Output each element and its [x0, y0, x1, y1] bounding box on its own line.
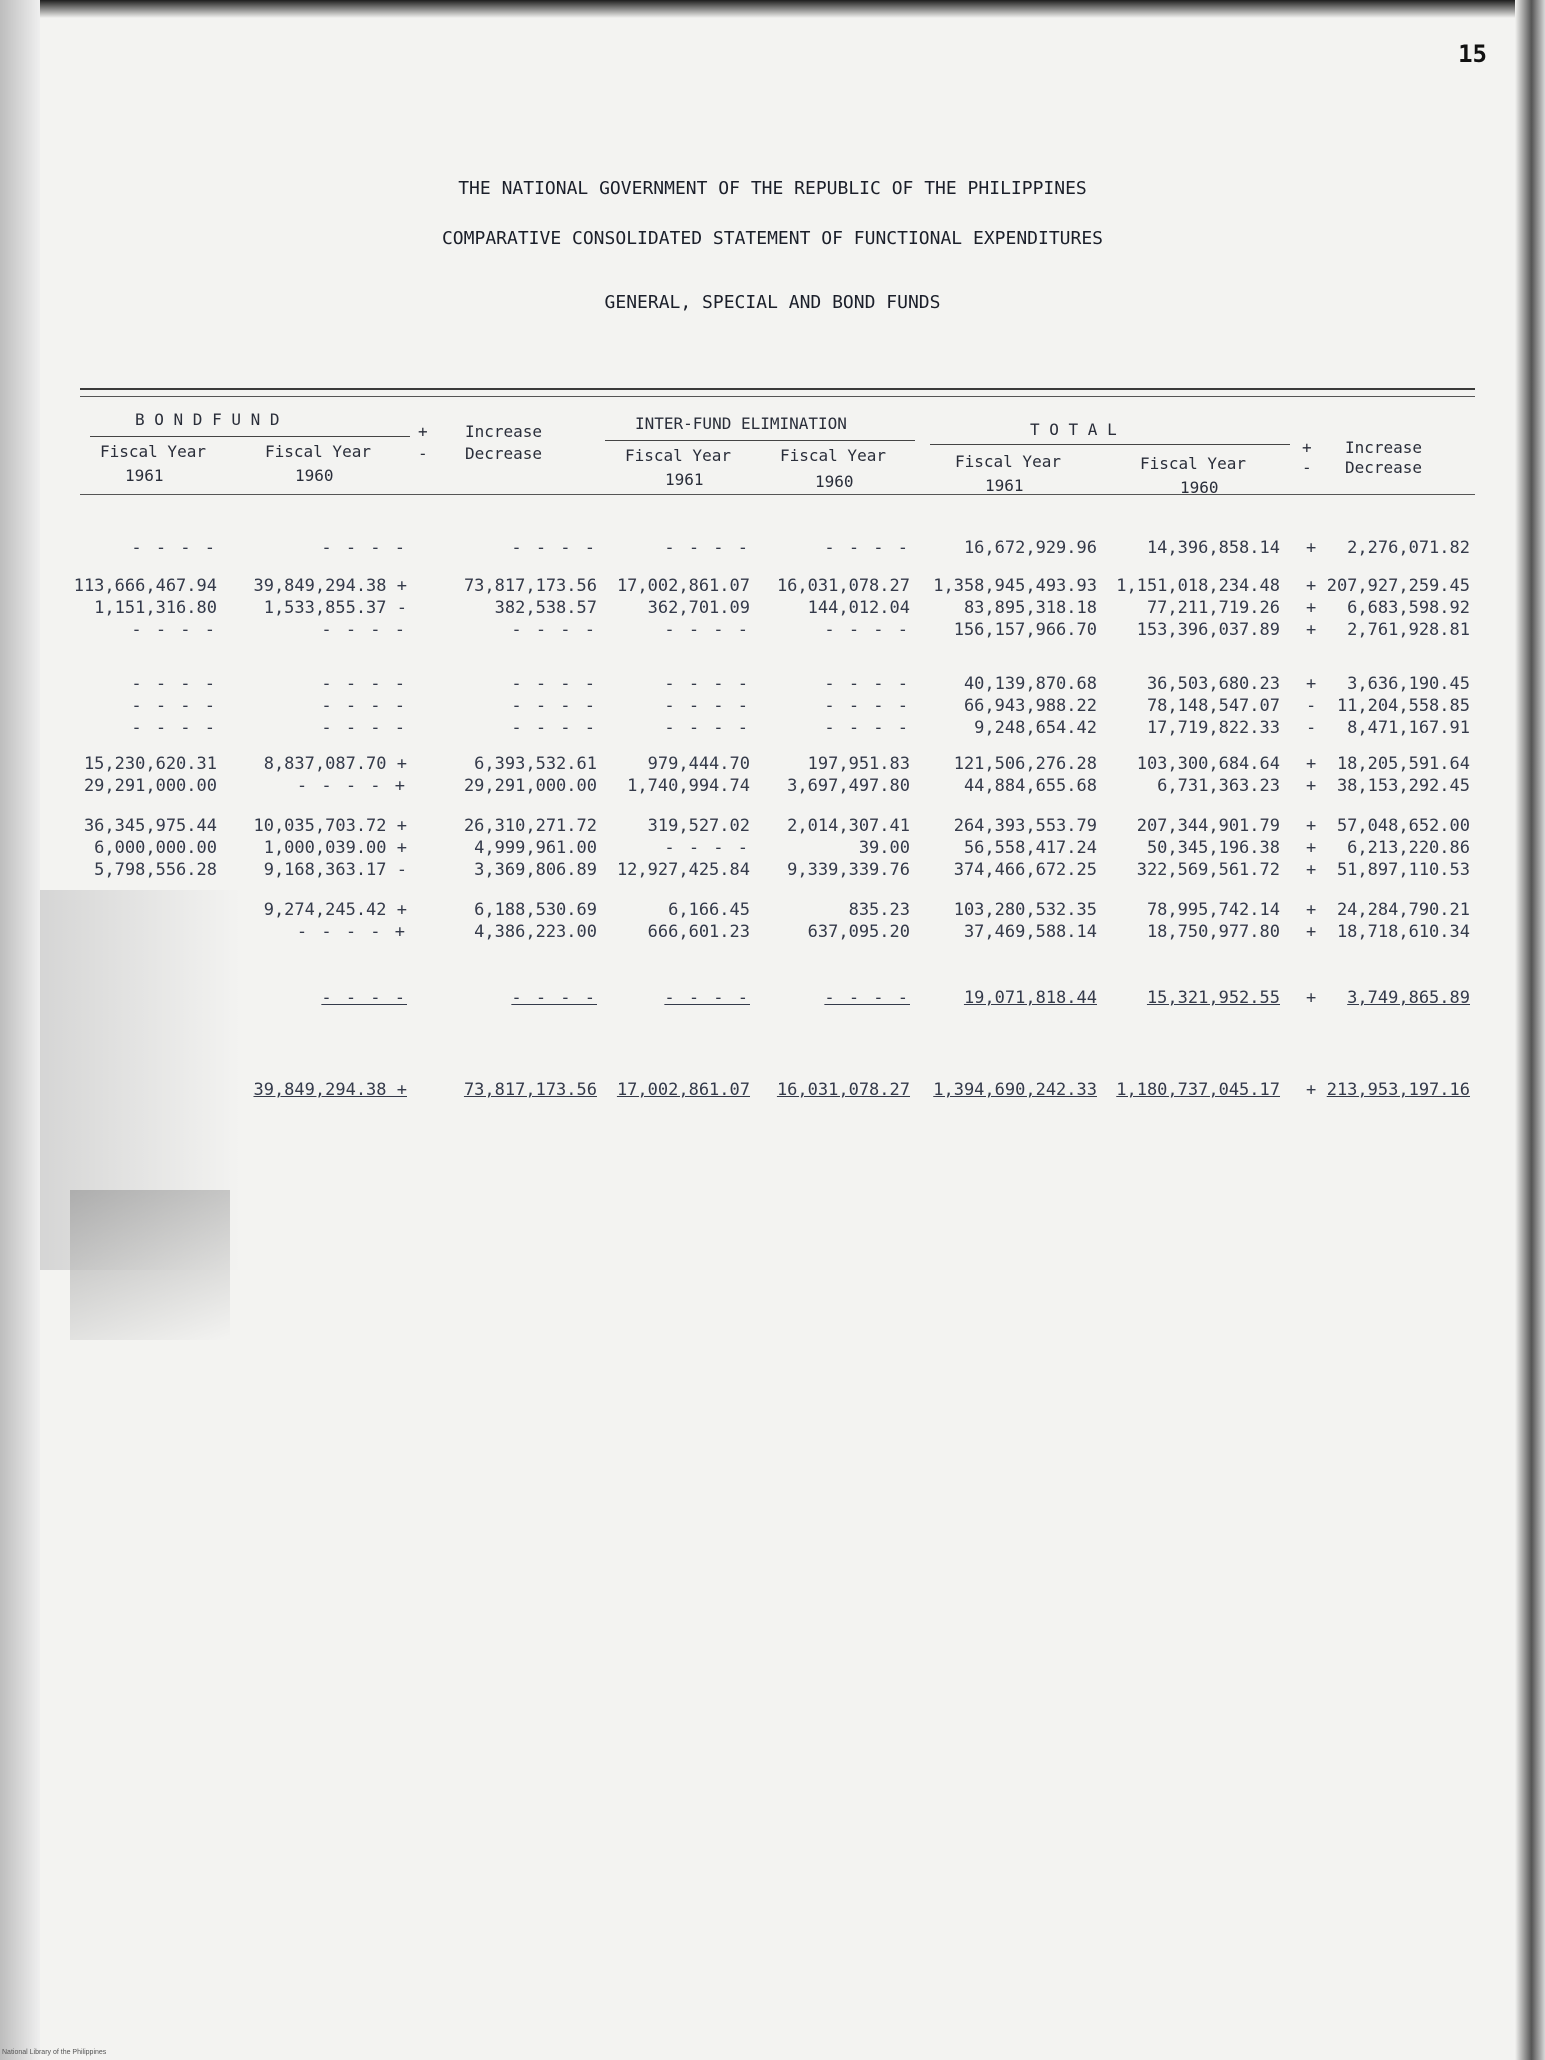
cell-c2: - - - - — [321, 988, 407, 1008]
cell-c7: 78,995,742.14 — [1146, 900, 1280, 920]
header-inter-rule — [605, 440, 915, 441]
cell-c2: 1,000,039.00 + — [263, 838, 407, 858]
header-bond-year2: 1960 — [295, 466, 334, 485]
header-increase: Increase — [465, 422, 543, 441]
total-c4: 17,002,861.07 — [616, 1080, 750, 1100]
cell-c8: 8,471,167.91 — [1347, 718, 1470, 738]
cell-c5: - - - - — [824, 988, 910, 1008]
cell-c1: - - - - — [131, 674, 217, 694]
cell-c5: 3,697,497.80 — [787, 776, 910, 796]
cell-c3: 26,310,271.72 — [463, 816, 597, 836]
cell-c7: 6,731,363.23 — [1157, 776, 1280, 796]
cell-c6: 16,672,929.96 — [963, 538, 1097, 558]
cell-sign: - — [1306, 696, 1317, 716]
cell-c3: 3,369,806.89 — [474, 860, 597, 880]
cell-c6: 44,884,655.68 — [963, 776, 1097, 796]
cell-c4: 6,166.45 — [668, 900, 750, 920]
cell-c7: 36,503,680.23 — [1146, 674, 1280, 694]
cell-sign: + — [1306, 816, 1317, 836]
cell-c4: - - - - — [664, 696, 750, 716]
cell-c2: 1,533,855.37 - — [263, 598, 407, 618]
cell-c4: - - - - — [664, 674, 750, 694]
header-total-year2: 1960 — [1180, 478, 1219, 497]
cell-c8: 207,927,259.45 — [1326, 576, 1470, 596]
cell-c8: 18,205,591.64 — [1336, 754, 1470, 774]
cell-c4: - - - - — [664, 620, 750, 640]
cell-c4: 319,527.02 — [647, 816, 750, 836]
cell-sign: + — [1306, 838, 1317, 858]
cell-c4: 12,927,425.84 — [616, 860, 750, 880]
cell-c3: 4,386,223.00 — [474, 922, 597, 942]
cell-c2: - - - - — [321, 620, 407, 640]
cell-c5: - - - - — [824, 620, 910, 640]
cell-c1: - - - - — [131, 538, 217, 558]
scan-edge-top — [0, 0, 1545, 18]
cell-c7: 103,300,684.64 — [1136, 754, 1280, 774]
cell-c8: 6,213,220.86 — [1347, 838, 1470, 858]
cell-sign: + — [1306, 900, 1317, 920]
cell-sign: + — [1306, 988, 1317, 1008]
cell-c1: 29,291,000.00 — [83, 776, 217, 796]
cell-c4: - - - - — [664, 718, 750, 738]
cell-sign: + — [1306, 776, 1317, 796]
cell-c4: 979,444.70 — [647, 754, 750, 774]
cell-c3: 6,393,532.61 — [474, 754, 597, 774]
cell-c8: 3,636,190.45 — [1347, 674, 1470, 694]
cell-c4: - - - - — [664, 538, 750, 558]
cell-c7: 322,569,561.72 — [1136, 860, 1280, 880]
footer-credit: National Library of the Philippines — [2, 2049, 107, 2056]
cell-c2: 9,274,245.42 + — [263, 900, 407, 920]
header-rule-top — [80, 388, 1475, 390]
cell-sign: + — [1306, 598, 1317, 618]
header-plus-sign: + — [418, 422, 428, 441]
cell-c1: 36,345,975.44 — [83, 816, 217, 836]
cell-c2: - - - - — [321, 674, 407, 694]
cell-c8: 6,683,598.92 — [1347, 598, 1470, 618]
cell-c7: 15,321,952.55 — [1146, 988, 1280, 1008]
cell-c5: 9,339,339.76 — [787, 860, 910, 880]
cell-c2: - - - - + — [296, 776, 407, 796]
cell-c2: 8,837,087.70 + — [263, 754, 407, 774]
header-increase-2: Increase — [1345, 438, 1423, 457]
cell-c4: 362,701.09 — [647, 598, 750, 618]
cell-c2: - - - - — [321, 696, 407, 716]
cell-sign: + — [1306, 674, 1317, 694]
cell-c6: 264,393,553.79 — [953, 816, 1097, 836]
cell-c4: 666,601.23 — [647, 922, 750, 942]
cell-c1: - - - - — [131, 718, 217, 738]
header-bond-fy2: Fiscal Year — [265, 442, 371, 461]
cell-c5: - - - - — [824, 718, 910, 738]
cell-c3: 382,538.57 — [494, 598, 597, 618]
header-rule-bottom — [80, 494, 1475, 495]
cell-c6: 19,071,818.44 — [963, 988, 1097, 1008]
header-minus-sign-2: - — [1302, 458, 1312, 477]
cell-c8: 3,749,865.89 — [1347, 988, 1470, 1008]
cell-c2: 9,168,363.17 - — [263, 860, 407, 880]
cell-c5: 637,095.20 — [807, 922, 910, 942]
cell-c3: - - - - — [511, 696, 597, 716]
cell-c3: - - - - — [511, 674, 597, 694]
cell-c4: - - - - — [664, 838, 750, 858]
cell-sign: + — [1306, 620, 1317, 640]
cell-c6: 374,466,672.25 — [953, 860, 1097, 880]
cell-c2: 39,849,294.38 + — [253, 576, 407, 596]
cell-c3: - - - - — [511, 538, 597, 558]
header-total-year1: 1961 — [985, 476, 1024, 495]
cell-c1: - - - - — [131, 696, 217, 716]
cell-c1: 5,798,556.28 — [94, 860, 217, 880]
cell-c2: 10,035,703.72 + — [253, 816, 407, 836]
cell-c3: - - - - — [511, 718, 597, 738]
header-rule-second — [80, 396, 1475, 397]
cell-c5: 16,031,078.27 — [776, 576, 910, 596]
cell-c3: - - - - — [511, 620, 597, 640]
total-c7: 1,180,737,045.17 — [1116, 1080, 1280, 1100]
cell-c5: 835.23 — [848, 900, 910, 920]
header-total: T O T A L — [1030, 420, 1117, 439]
cell-c1: 6,000,000.00 — [94, 838, 217, 858]
cell-c3: 4,999,961.00 — [474, 838, 597, 858]
cell-c5: - - - - — [824, 674, 910, 694]
header-decrease-2: Decrease — [1345, 458, 1423, 477]
cell-c3: 6,188,530.69 — [474, 900, 597, 920]
cell-c4: 1,740,994.74 — [627, 776, 750, 796]
cell-c8: 38,153,292.45 — [1336, 776, 1470, 796]
cell-c8: 57,048,652.00 — [1336, 816, 1470, 836]
cell-sign: + — [1306, 754, 1317, 774]
cell-c5: 197,951.83 — [807, 754, 910, 774]
header-bond-fund: B O N D F U N D — [135, 410, 280, 429]
cell-c3: 29,291,000.00 — [463, 776, 597, 796]
cell-c6: 1,358,945,493.93 — [933, 576, 1097, 596]
header-total-fy1: Fiscal Year — [955, 452, 1061, 471]
header-bond-rule — [90, 436, 410, 437]
cell-c2: - - - - — [321, 538, 407, 558]
cell-c7: 77,211,719.26 — [1146, 598, 1280, 618]
cell-c2: - - - - + — [296, 922, 407, 942]
cell-c7: 153,396,037.89 — [1136, 620, 1280, 640]
title-line-1: THE NATIONAL GOVERNMENT OF THE REPUBLIC OF THE PHILIPPINES — [458, 178, 1087, 199]
total-c3: 73,817,173.56 — [463, 1080, 597, 1100]
header-decrease: Decrease — [465, 444, 543, 463]
total-c2: 39,849,294.38 + — [253, 1080, 407, 1100]
cell-c6: 156,157,966.70 — [953, 620, 1097, 640]
header-total-rule — [930, 444, 1290, 445]
cell-c6: 103,280,532.35 — [953, 900, 1097, 920]
cell-c7: 17,719,822.33 — [1146, 718, 1280, 738]
cell-c8: 24,284,790.21 — [1336, 900, 1470, 920]
cell-sign: + — [1306, 922, 1317, 942]
cell-c3: 73,817,173.56 — [463, 576, 597, 596]
cell-c1: 113,666,467.94 — [73, 576, 217, 596]
header-total-fy2: Fiscal Year — [1140, 454, 1246, 473]
cell-c7: 207,344,901.79 — [1136, 816, 1280, 836]
cell-c7: 1,151,018,234.48 — [1116, 576, 1280, 596]
cell-c6: 83,895,318.18 — [963, 598, 1097, 618]
cell-c5: 2,014,307.41 — [787, 816, 910, 836]
cell-sign: - — [1306, 718, 1317, 738]
cell-c6: 56,558,417.24 — [963, 838, 1097, 858]
title-line-2: COMPARATIVE CONSOLIDATED STATEMENT OF FUNCTIONAL EXPENDITURES — [441, 228, 1104, 249]
cell-c8: 18,718,610.34 — [1336, 922, 1470, 942]
header-minus-sign: - — [418, 444, 428, 463]
cell-c8: 11,204,558.85 — [1336, 696, 1470, 716]
header-inter-year1: 1961 — [665, 470, 704, 489]
cell-sign: + — [1306, 860, 1317, 880]
header-inter-fy2: Fiscal Year — [780, 446, 886, 465]
total-sign: + — [1306, 1080, 1317, 1100]
total-c5: 16,031,078.27 — [776, 1080, 910, 1100]
cell-c7: 14,396,858.14 — [1146, 538, 1280, 558]
cell-c8: 51,897,110.53 — [1336, 860, 1470, 880]
cell-c6: 66,943,988.22 — [963, 696, 1097, 716]
cell-c6: 9,248,654.42 — [974, 718, 1097, 738]
header-bond-year1: 1961 — [125, 466, 164, 485]
cell-c8: 2,761,928.81 — [1347, 620, 1470, 640]
cell-c1: 1,151,316.80 — [94, 598, 217, 618]
cell-c7: 18,750,977.80 — [1146, 922, 1280, 942]
header-bond-fy1: Fiscal Year — [100, 442, 206, 461]
cell-c7: 78,148,547.07 — [1146, 696, 1280, 716]
cell-c4: 17,002,861.07 — [616, 576, 750, 596]
total-c6: 1,394,690,242.33 — [933, 1080, 1097, 1100]
cell-c5: 144,012.04 — [807, 598, 910, 618]
scan-blur-region-2 — [70, 1190, 230, 1340]
header-inter-fy1: Fiscal Year — [625, 446, 731, 465]
header-plus-sign-2: + — [1302, 438, 1312, 457]
cell-c6: 37,469,588.14 — [963, 922, 1097, 942]
cell-c2: - - - - — [321, 718, 407, 738]
cell-c4: - - - - — [664, 988, 750, 1008]
cell-c1: - - - - — [131, 620, 217, 640]
page-number: 15 — [1458, 40, 1487, 68]
cell-c7: 50,345,196.38 — [1146, 838, 1280, 858]
cell-c5: 39.00 — [858, 838, 910, 858]
header-inter-year2: 1960 — [815, 472, 854, 491]
total-c8: 213,953,197.16 — [1326, 1080, 1470, 1100]
cell-c3: - - - - — [511, 988, 597, 1008]
cell-c6: 121,506,276.28 — [953, 754, 1097, 774]
cell-c5: - - - - — [824, 538, 910, 558]
cell-sign: + — [1306, 538, 1317, 558]
cell-c8: 2,276,071.82 — [1347, 538, 1470, 558]
cell-c6: 40,139,870.68 — [963, 674, 1097, 694]
cell-c5: - - - - — [824, 696, 910, 716]
cell-c1: 15,230,620.31 — [83, 754, 217, 774]
header-inter-fund: INTER-FUND ELIMINATION — [635, 414, 847, 433]
title-line-3: GENERAL, SPECIAL AND BOND FUNDS — [604, 292, 941, 313]
cell-sign: + — [1306, 576, 1317, 596]
